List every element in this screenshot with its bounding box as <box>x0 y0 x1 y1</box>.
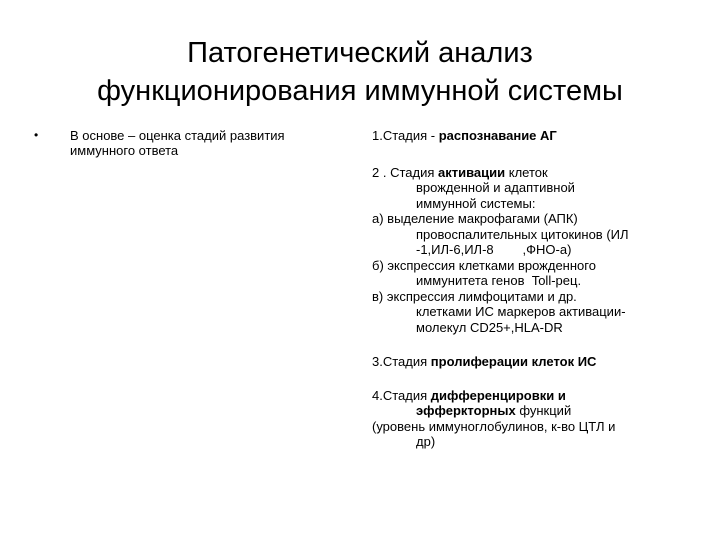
left-bullet-text <box>70 128 344 158</box>
stage-4-bold-1: дифференцировки и <box>430 387 566 403</box>
stage-4-details <box>372 419 692 450</box>
stage-2-a-line-3: -1,ИЛ-6,ИЛ-8 ,ФНО-а) <box>416 242 572 257</box>
stage-3-prefix: 3.Стадия <box>372 354 431 369</box>
stage-3-bold: пролиферации клеток ИС <box>430 354 597 369</box>
left-text-line-1: В основе – оценка стадий развития <box>70 128 285 143</box>
stage-4-line2-rest: функций <box>515 403 572 418</box>
stage-2-line-3: иммунной системы: <box>416 195 536 211</box>
stage-2-b-line-2: иммунитета генов Toll-рец. <box>416 273 582 288</box>
stage-2-v-line-1: в) экспрессия лимфоцитами и др. <box>372 288 577 304</box>
stage-1 <box>372 128 692 144</box>
stage-2 <box>372 165 692 336</box>
stage-1-prefix: 1.Стадия - <box>372 128 439 143</box>
title-line-2: функционирования иммунной системы <box>97 75 623 107</box>
title-line-1: Патогенетический анализ <box>187 37 533 69</box>
stage-4-prefix: 4.Стадия <box>372 387 431 403</box>
stage-2-item-v <box>372 289 692 336</box>
stage-2-line-2: врожденной и адаптивной <box>416 180 575 195</box>
stage-2-b-line-1: б) экспрессия клетками врожденного <box>372 257 596 273</box>
stage-2-line1-rest: клеток <box>505 164 548 180</box>
left-column <box>34 128 344 158</box>
stage-4-bold-2: эфферкторных <box>416 403 516 418</box>
bullet-icon: • <box>34 128 39 142</box>
stage-2-v-line-2: клетками ИС маркеров активации- <box>416 304 626 319</box>
stage-4-line-4: др) <box>416 434 436 449</box>
stage-2-a-line-1: а) выделение макрофагами (АПК) <box>372 211 578 226</box>
stage-4 <box>372 388 692 450</box>
slide-title <box>0 34 720 110</box>
stage-2-item-b <box>372 258 692 289</box>
stage-2-v-line-3: молекул CD25+,HLA-DR <box>416 319 563 335</box>
stage-4-heading <box>372 388 692 419</box>
stage-3 <box>372 354 692 370</box>
stage-1-bold: распознавание АГ <box>438 128 557 143</box>
stage-4-line-3: (уровень иммуноглобулинов, к-во ЦТЛ и <box>372 418 616 434</box>
right-column <box>372 128 692 450</box>
stage-2-heading <box>372 165 692 212</box>
stage-2-bold: активации <box>438 164 506 180</box>
stage-2-a-line-2: провоспалительных цитокинов (ИЛ <box>416 226 629 242</box>
stage-2-prefix: 2 . Стадия <box>372 164 438 180</box>
left-text-line-2: иммунного ответа <box>70 143 179 158</box>
stage-2-item-a <box>372 211 692 258</box>
